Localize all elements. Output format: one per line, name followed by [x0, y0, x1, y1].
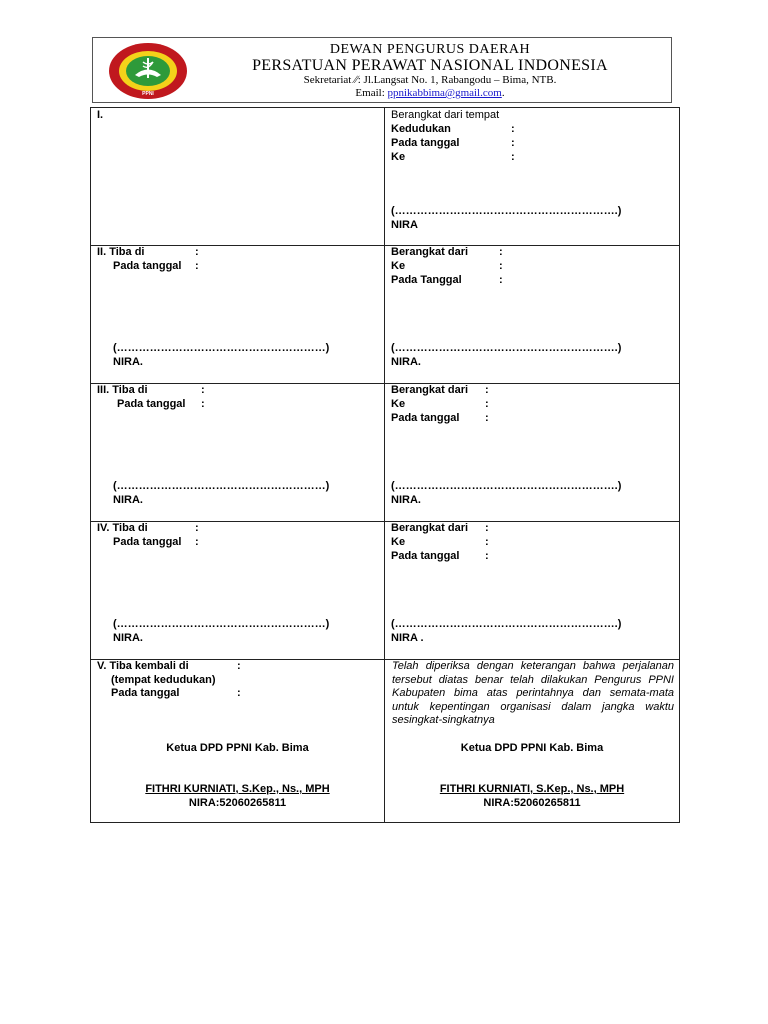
field-label: IV. Tiba di: [97, 522, 148, 534]
row2-left-cell: [91, 246, 385, 384]
row1-right-cell: [385, 108, 680, 246]
row4-left-cell: [91, 522, 385, 660]
field-label: Pada tanggal: [117, 398, 186, 410]
field-label: Pada tanggal: [111, 687, 180, 699]
signature-line: (…………………………………………………….): [391, 480, 622, 492]
colon: :: [485, 412, 489, 424]
field-label: Ke: [391, 536, 406, 548]
colon: :: [485, 384, 489, 396]
row3-left-cell: [91, 384, 385, 522]
signer-nira: NIRA:52060265811: [188, 797, 287, 809]
row3-right-cell: [385, 384, 680, 522]
colon: :: [485, 398, 489, 410]
signer-role: Ketua DPD PPNI Kab. Bima: [460, 742, 604, 754]
field-label: II. Tiba di: [97, 246, 145, 258]
colon: :: [237, 660, 241, 672]
field-label: Pada tanggal: [391, 137, 460, 149]
table-row: [91, 384, 680, 522]
colon: :: [237, 687, 241, 699]
table-row: [91, 522, 680, 660]
section-number: I.: [97, 109, 104, 121]
colon: :: [195, 246, 199, 258]
row4-right-cell: [385, 522, 680, 660]
field-label: Ke: [391, 398, 406, 410]
row5-right-cell: [385, 660, 680, 823]
signature-line: (…………………………………………………): [113, 618, 330, 630]
row2-right-cell: [385, 246, 680, 384]
field-label: Berangkat dari tempat: [391, 109, 500, 121]
table-row: [91, 108, 680, 246]
ppni-logo-icon: [107, 42, 189, 100]
signature-line: (…………………………………………………): [113, 480, 330, 492]
field-label: Pada tanggal: [391, 550, 460, 562]
letterhead: [92, 37, 672, 103]
nira-label: NIRA.: [113, 494, 143, 506]
org-name: PERSATUAN PERAWAT NASIONAL INDONESIA: [252, 57, 608, 74]
colon: :: [485, 522, 489, 534]
field-label: V. Tiba kembali di: [97, 660, 189, 672]
nira-label: NIRA.: [391, 356, 421, 368]
field-label: Berangkat dari: [391, 246, 469, 258]
field-label: Pada tanggal: [391, 412, 460, 424]
nira-label: NIRA.: [113, 632, 143, 644]
signature-line: (…………………………………………………): [113, 342, 330, 354]
signer-name: FITHRI KURNIATI, S.Kep., Ns., MPH: [145, 783, 330, 795]
table-row: [91, 246, 680, 384]
nira-label: NIRA.: [391, 494, 421, 506]
colon: :: [511, 123, 515, 135]
org-email-line: Email: ppnikabbima@gmail.com.: [355, 87, 505, 99]
colon: :: [499, 274, 503, 286]
table-row: [91, 660, 680, 823]
field-label: Ke: [391, 151, 406, 163]
colon: :: [485, 550, 489, 562]
field-label: Pada tanggal: [113, 536, 182, 548]
row1-left-cell: [91, 108, 385, 246]
colon: :: [499, 260, 503, 272]
svg-text:PPNI: PPNI: [142, 91, 154, 97]
travel-verification-table: [90, 107, 680, 823]
email-label: Email:: [355, 87, 385, 99]
field-label: (tempat kedudukan): [111, 674, 216, 686]
org-address: Sekretariat ∕∕: Jl.Langsat No. 1, Rabangodu – Bima, NTB.: [303, 74, 557, 86]
signature-line: (…………………………………………………….): [391, 205, 622, 217]
field-label: III. Tiba di: [97, 384, 148, 396]
nira-label: NIRA: [391, 219, 418, 231]
colon: :: [499, 246, 503, 258]
colon: :: [511, 151, 515, 163]
field-label: Kedudukan: [391, 123, 451, 135]
colon: :: [201, 384, 205, 396]
colon: :: [195, 522, 199, 534]
verification-statement: Telah diperiksa dengan keterangan bahwa perjalanan tersebut diatas benar telah dilakukan Pengurus PPNI Kabupaten bima atas perintahnya dan semata-mata untuk kepentingan organisasi dalam jangka waktu sesingkat-singkatnya: [392, 660, 674, 726]
nira-label: NIRA.: [113, 356, 143, 368]
signature-line: (…………………………………………………….): [391, 342, 622, 354]
email-link[interactable]: ppnikabbima@gmail.com: [387, 87, 502, 99]
field-label: Ke: [391, 260, 406, 272]
signer-nira: NIRA:52060265811: [483, 797, 581, 809]
colon: :: [195, 260, 199, 272]
signer-name: FITHRI KURNIATI, S.Kep., Ns., MPH: [439, 783, 625, 795]
field-label: Pada tanggal: [113, 260, 182, 272]
colon: :: [485, 536, 489, 548]
field-label: Berangkat dari: [391, 522, 469, 534]
signer-role: Ketua DPD PPNI Kab. Bima: [166, 742, 309, 754]
colon: :: [201, 398, 205, 410]
org-council-title: DEWAN PENGURUS DAERAH: [329, 42, 531, 57]
colon: :: [195, 536, 199, 548]
nira-label: NIRA .: [391, 632, 424, 644]
row5-left-cell: [91, 660, 385, 823]
signature-line: (…………………………………………………….): [391, 618, 622, 630]
field-label: Pada Tanggal: [391, 274, 462, 286]
colon: :: [511, 137, 515, 149]
field-label: Berangkat dari: [391, 384, 469, 396]
